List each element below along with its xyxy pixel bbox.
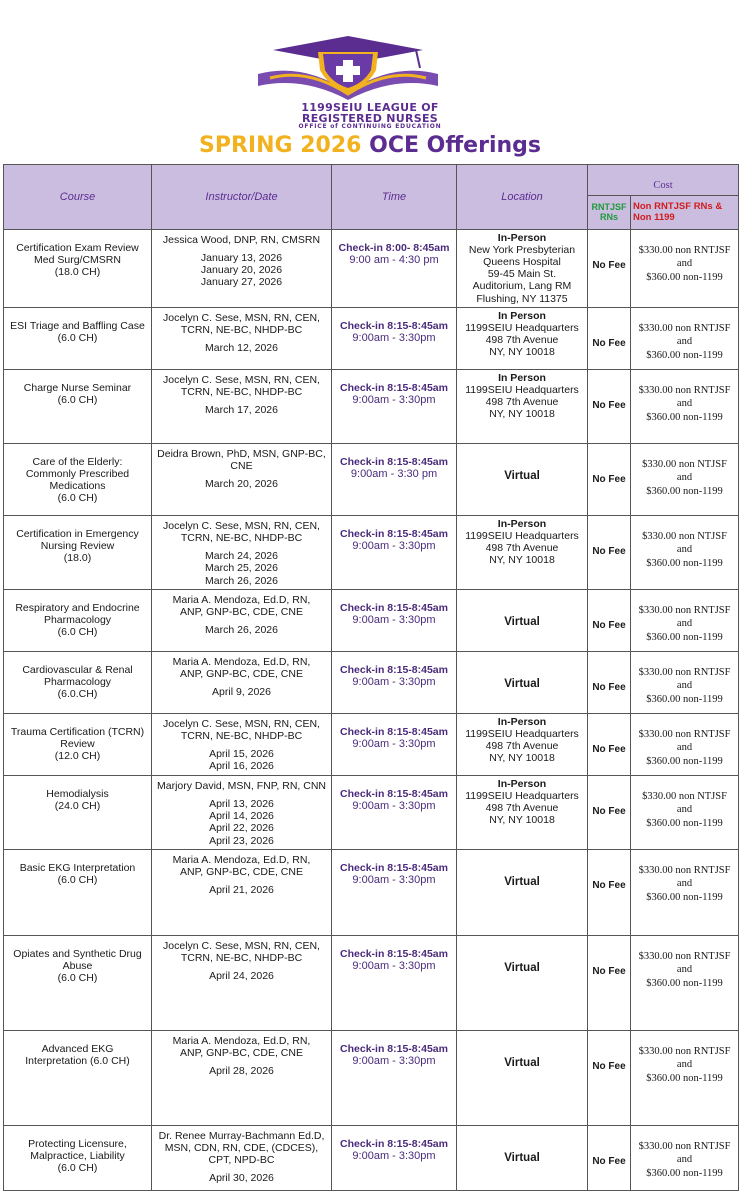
instructor-line: Jocelyn C. Sese, MSN, RN, CEN,	[163, 373, 320, 386]
instructor-line: CPT, NPD-BC	[208, 1154, 275, 1167]
rntjsf-fee-cell	[588, 775, 631, 849]
checkin-text: Check-in 8:15-8:45am	[340, 725, 448, 738]
rntjsf-fee-cell	[588, 443, 631, 515]
course-cell	[4, 369, 152, 443]
dates-line: March 24, 2026	[205, 550, 278, 563]
dates-line: January 20, 2026	[200, 263, 283, 276]
instructor-cell	[152, 307, 332, 369]
time-cell	[332, 775, 457, 849]
rntjsf-fee-cell	[588, 651, 631, 713]
rntjsf-fee-cell	[588, 229, 631, 307]
dates-line: April 15, 2026	[209, 748, 274, 761]
time-cell	[332, 443, 457, 515]
header-time: Time	[332, 165, 457, 230]
session-time: 9:00am - 3:30pm	[352, 675, 436, 688]
location-line: 1199SEIU Headquarters	[465, 321, 579, 334]
dates-line: March 26, 2026	[205, 624, 278, 637]
checkin-text: Check-in 8:15-8:45am	[340, 663, 448, 676]
course-line: Interpretation (6.0 CH)	[25, 1054, 130, 1067]
course-line: Pharmacology	[43, 675, 112, 688]
cost-line: $330.00 non NTJSF	[642, 790, 727, 802]
location-type: In Person	[498, 309, 546, 322]
rntjsf-fee-cell	[588, 307, 631, 369]
table-row	[4, 443, 739, 515]
course-line: (6.0 CH)	[57, 1162, 98, 1175]
graduation-cap-shield-icon	[248, 34, 448, 102]
course-line: Care of the Elderly:	[32, 455, 123, 468]
location-cell	[457, 515, 588, 589]
fee-text: No Fee	[592, 879, 626, 891]
time-cell	[332, 369, 457, 443]
location-type: Virtual	[504, 469, 540, 482]
fee-text: No Fee	[592, 337, 626, 349]
checkin-text: Check-in 8:15-8:45am	[340, 787, 448, 800]
instructor-cell	[152, 229, 332, 307]
instructor-cell	[152, 849, 332, 935]
instructor-line: Jocelyn C. Sese, MSN, RN, CEN,	[163, 519, 320, 532]
course-line: (24.0 CH)	[54, 799, 101, 812]
time-cell	[332, 849, 457, 935]
table-row	[4, 775, 739, 849]
dates-line: April 13, 2026	[209, 797, 274, 810]
time-cell	[332, 1030, 457, 1125]
location-type: In-Person	[497, 715, 547, 728]
fee-text: No Fee	[592, 473, 626, 485]
course-line: (6.0 CH)	[57, 331, 98, 344]
title-season: SPRING 2026	[198, 133, 362, 158]
non-member-cost-cell	[631, 651, 739, 713]
location-line: 498 7th Avenue	[485, 334, 559, 347]
location-cell	[457, 935, 588, 1030]
non-member-cost-cell	[631, 229, 739, 307]
cost-line: and	[676, 618, 693, 630]
instructor-line: ANP, GNP-BC, CDE, CNE	[180, 605, 303, 618]
non-member-cost-cell	[631, 775, 739, 849]
location-line: 498 7th Avenue	[485, 542, 559, 555]
session-time: 9:00am - 3:30pm	[352, 737, 436, 750]
org-name-line1: 1199SEIU LEAGUE OF	[301, 101, 439, 114]
org-subtitle: OFFICE of CONTINUING EDUCATION	[298, 123, 442, 130]
location-cell	[457, 713, 588, 775]
location-cell	[457, 307, 588, 369]
header-course: Course	[4, 165, 152, 230]
title-main: OCE Offerings	[369, 133, 541, 158]
location-cell	[457, 589, 588, 651]
instructor-line: Jocelyn C. Sese, MSN, RN, CEN,	[163, 717, 320, 730]
cost-line: and	[676, 398, 693, 410]
dates-line: April 23, 2026	[209, 834, 274, 847]
instructor-line: MSN, CDN, RN, CDE, (CDCES),	[164, 1141, 319, 1154]
course-cell	[4, 1125, 152, 1190]
session-time: 9:00am - 3:30pm	[352, 393, 436, 406]
checkin-text: Check-in 8:15-8:45am	[340, 455, 448, 468]
cost-line: $330.00 non RNTJSF	[638, 384, 731, 396]
session-time: 9:00am - 3:30pm	[352, 331, 436, 344]
cost-line: $360.00 non-1199	[646, 411, 723, 423]
location-line: Auditorium, Lang RM	[472, 280, 572, 293]
fee-text: No Fee	[592, 1060, 626, 1072]
dates-line: March 25, 2026	[205, 562, 278, 575]
course-line: Advanced EKG	[41, 1042, 114, 1055]
location-type: In-Person	[497, 777, 547, 790]
course-line: Protecting Licensure,	[28, 1137, 127, 1150]
course-line: (6.0 CH)	[57, 492, 98, 505]
cost-line: $330.00 non RNTJSF	[638, 950, 731, 962]
cost-line: and	[676, 1154, 693, 1166]
fee-text: No Fee	[592, 1155, 626, 1167]
cost-line: and	[676, 964, 693, 976]
instructor-line: Maria A. Mendoza, Ed.D, RN,	[172, 853, 311, 866]
non-member-cost-cell	[631, 443, 739, 515]
time-cell	[332, 307, 457, 369]
dates-line: January 13, 2026	[200, 251, 283, 264]
course-cell	[4, 229, 152, 307]
location-line: NY, NY 10018	[489, 814, 555, 827]
cost-line: and	[676, 804, 693, 816]
instructor-line: TCRN, NE-BC, NHDP-BC	[180, 385, 303, 398]
instructor-cell	[152, 515, 332, 589]
cost-line: $330.00 non RNTJSF	[638, 864, 731, 876]
cost-line: $360.00 non-1199	[646, 631, 723, 643]
course-line: Abuse	[62, 959, 93, 972]
location-line: 59-45 Main St.	[487, 268, 557, 281]
course-cell	[4, 713, 152, 775]
cost-line: $330.00 non NTJSF	[642, 458, 727, 470]
table-row	[4, 589, 739, 651]
course-line: Commonly Prescribed	[25, 467, 130, 480]
table-row	[4, 713, 739, 775]
course-line: (12.0 CH)	[54, 750, 101, 763]
location-cell	[457, 369, 588, 443]
dates-line: March 12, 2026	[205, 342, 278, 355]
cost-line: and	[676, 1059, 693, 1071]
location-type: In-Person	[497, 231, 547, 244]
course-line: Trauma Certification (TCRN)	[10, 725, 145, 738]
session-time: 9:00am - 3:30pm	[352, 1054, 436, 1067]
instructor-line: Maria A. Mendoza, Ed.D, RN,	[172, 655, 311, 668]
dates-line: April 30, 2026	[209, 1172, 274, 1185]
course-line: (6.0 CH)	[57, 873, 98, 886]
time-cell	[332, 713, 457, 775]
course-line: Certification Exam Review	[16, 241, 139, 254]
cost-line: $360.00 non-1199	[646, 271, 723, 283]
cost-line: $330.00 non RNTJSF	[638, 322, 731, 334]
location-cell	[457, 849, 588, 935]
page-title	[0, 133, 740, 158]
table-row	[4, 515, 739, 589]
non-member-cost-cell	[631, 515, 739, 589]
location-cell	[457, 443, 588, 515]
time-cell	[332, 229, 457, 307]
course-line: (18.0)	[63, 552, 92, 565]
instructor-line: Deidra Brown, PhD, MSN, GNP-BC,	[157, 447, 326, 460]
instructor-line: ANP, GNP-BC, CDE, CNE	[180, 865, 303, 878]
cost-line: $330.00 non RNTJSF	[638, 1045, 731, 1057]
dates-line: April 9, 2026	[212, 686, 271, 699]
instructor-cell	[152, 775, 332, 849]
cost-line: $360.00 non-1199	[646, 485, 723, 497]
instructor-line: ANP, GNP-BC, CDE, CNE	[180, 667, 303, 680]
location-line: 1199SEIU Headquarters	[465, 727, 579, 740]
instructor-line: TCRN, NE-BC, NHDP-BC	[180, 323, 303, 336]
non-member-cost-cell	[631, 849, 739, 935]
location-line: NY, NY 10018	[489, 554, 555, 567]
location-line: NY, NY 10018	[489, 346, 555, 359]
dates-line: March 20, 2026	[205, 478, 278, 491]
page-header	[0, 0, 740, 165]
session-time: 9:00am - 3:30 pm	[350, 467, 438, 480]
location-cell	[457, 775, 588, 849]
cost-line: and	[676, 472, 693, 484]
dates-line: April 14, 2026	[209, 810, 274, 823]
checkin-text: Check-in 8:15-8:45am	[340, 1137, 448, 1150]
instructor-line: Jocelyn C. Sese, MSN, RN, CEN,	[163, 939, 320, 952]
course-line: Review	[60, 737, 95, 750]
session-time: 9:00am - 3:30pm	[352, 539, 436, 552]
instructor-cell	[152, 1030, 332, 1125]
session-time: 9:00am - 3:30pm	[352, 873, 436, 886]
cost-line: $360.00 non-1199	[646, 557, 723, 569]
instructor-line: Maria A. Mendoza, Ed.D, RN,	[172, 1034, 311, 1047]
rntjsf-fee-cell	[588, 589, 631, 651]
time-cell	[332, 1125, 457, 1190]
session-time: 9:00am - 3:30pm	[352, 1149, 436, 1162]
course-line: Charge Nurse Seminar	[23, 381, 132, 394]
table-row	[4, 369, 739, 443]
checkin-text: Check-in 8:00- 8:45am	[338, 241, 450, 254]
course-line: (6.0 CH)	[57, 972, 98, 985]
instructor-line: TCRN, NE-BC, NHDP-BC	[180, 531, 303, 544]
table-row	[4, 1125, 739, 1190]
location-type: Virtual	[504, 615, 540, 628]
checkin-text: Check-in 8:15-8:45am	[340, 861, 448, 874]
checkin-text: Check-in 8:15-8:45am	[340, 319, 448, 332]
location-type: Virtual	[504, 961, 540, 974]
fee-text: No Fee	[592, 805, 626, 817]
time-cell	[332, 651, 457, 713]
location-type: In Person	[498, 371, 546, 384]
course-line: ESI Triage and Baffling Case	[10, 319, 145, 332]
rntjsf-fee-cell	[588, 713, 631, 775]
instructor-cell	[152, 1125, 332, 1190]
fee-text: No Fee	[592, 619, 626, 631]
course-cell	[4, 515, 152, 589]
location-line: Flushing, NY 11375	[476, 292, 568, 305]
dates-line: April 16, 2026	[209, 760, 274, 773]
non-member-cost-cell	[631, 1030, 739, 1125]
cost-line: and	[676, 336, 693, 348]
cost-line: and	[676, 680, 693, 692]
cost-line: $330.00 non RNTJSF	[638, 244, 731, 256]
cost-line: and	[676, 544, 693, 556]
course-line: Malpractice, Liability	[30, 1149, 125, 1162]
instructor-line: Jessica Wood, DNP, RN, CMSRN	[162, 233, 321, 246]
course-line: (6.0.CH)	[57, 688, 98, 701]
course-line: (6.0 CH)	[57, 626, 98, 639]
session-time: 9:00am - 3:30pm	[352, 613, 436, 626]
dates-line: January 27, 2026	[200, 276, 283, 289]
instructor-line: TCRN, NE-BC, NHDP-BC	[180, 729, 303, 742]
table-row	[4, 935, 739, 1030]
cost-line: $330.00 non RNTJSF	[638, 1140, 731, 1152]
instructor-line: Maria A. Mendoza, Ed.D, RN,	[172, 593, 311, 606]
course-line: Basic EKG Interpretation	[19, 861, 136, 874]
checkin-text: Check-in 8:15-8:45am	[340, 1042, 448, 1055]
cost-line: $360.00 non-1199	[646, 891, 723, 903]
location-type: In-Person	[497, 517, 547, 530]
location-line: Queens Hospital	[483, 255, 561, 268]
course-line: Pharmacology	[43, 613, 112, 626]
location-type: Virtual	[504, 1151, 540, 1164]
rntjsf-fee-cell	[588, 849, 631, 935]
non-member-cost-cell	[631, 935, 739, 1030]
course-cell	[4, 849, 152, 935]
instructor-cell	[152, 589, 332, 651]
instructor-line: TCRN, NE-BC, NHDP-BC	[180, 951, 303, 964]
cost-line: $330.00 non RNTJSF	[638, 728, 731, 740]
dates-line: April 21, 2026	[209, 884, 274, 897]
location-line: New York Presbyterian	[468, 243, 576, 256]
time-cell	[332, 935, 457, 1030]
time-cell	[332, 515, 457, 589]
location-line: 498 7th Avenue	[485, 396, 559, 409]
course-line: Med Surg/CMSRN	[34, 253, 121, 266]
session-time: 9:00am - 3:30pm	[352, 959, 436, 972]
header-cost-non: Non RNTJSF RNs & Non 1199	[631, 195, 739, 229]
fee-text: No Fee	[592, 965, 626, 977]
rntjsf-fee-cell	[588, 1030, 631, 1125]
course-line: Certification in Emergency	[16, 527, 139, 540]
table-row	[4, 1030, 739, 1125]
checkin-text: Check-in 8:15-8:45am	[340, 947, 448, 960]
cost-line: $330.00 non NTJSF	[642, 530, 727, 542]
table-row	[4, 229, 739, 307]
fee-text: No Fee	[592, 545, 626, 557]
checkin-text: Check-in 8:15-8:45am	[340, 381, 448, 394]
rntjsf-fee-cell	[588, 935, 631, 1030]
location-cell	[457, 651, 588, 713]
checkin-text: Check-in 8:15-8:45am	[340, 527, 448, 540]
instructor-line: Marjory David, MSN, FNP, RN, CNN	[157, 779, 326, 792]
course-line: (6.0 CH)	[57, 393, 98, 406]
instructor-cell	[152, 651, 332, 713]
instructor-cell	[152, 713, 332, 775]
dates-line: April 22, 2026	[209, 822, 274, 835]
course-cell	[4, 775, 152, 849]
location-line: 498 7th Avenue	[485, 802, 559, 815]
rntjsf-fee-cell	[588, 369, 631, 443]
instructor-cell	[152, 935, 332, 1030]
dates-line: March 26, 2026	[205, 574, 278, 587]
instructor-cell	[152, 443, 332, 515]
instructor-line: CNE	[230, 459, 253, 472]
location-cell	[457, 1030, 588, 1125]
instructor-cell	[152, 369, 332, 443]
cost-line: and	[676, 878, 693, 890]
non-member-cost-cell	[631, 369, 739, 443]
course-cell	[4, 589, 152, 651]
cost-line: $360.00 non-1199	[646, 755, 723, 767]
course-cell	[4, 651, 152, 713]
fee-text: No Fee	[592, 399, 626, 411]
non-member-cost-cell	[631, 713, 739, 775]
instructor-line: Jocelyn C. Sese, MSN, RN, CEN,	[163, 311, 320, 324]
location-line: 1199SEIU Headquarters	[465, 789, 579, 802]
location-line: 498 7th Avenue	[485, 740, 559, 753]
course-line: Nursing Review	[40, 539, 115, 552]
course-cell	[4, 935, 152, 1030]
dates-line: March 17, 2026	[205, 404, 278, 417]
rntjsf-fee-cell	[588, 1125, 631, 1190]
location-line: 1199SEIU Headquarters	[465, 529, 579, 542]
header-cost-rntjsf: RNTJSF RNs	[588, 195, 631, 229]
cost-line: $330.00 non RNTJSF	[638, 604, 731, 616]
location-type: Virtual	[504, 875, 540, 888]
table-row	[4, 651, 739, 713]
course-line: Medications	[49, 480, 106, 493]
non-member-cost-cell	[631, 589, 739, 651]
rntjsf-fee-cell	[588, 515, 631, 589]
header-location: Location	[457, 165, 588, 230]
location-line: NY, NY 10018	[489, 752, 555, 765]
cost-line: $360.00 non-1199	[646, 817, 723, 829]
cost-line: $360.00 non-1199	[646, 1167, 723, 1179]
course-line: Respiratory and Endocrine	[15, 601, 140, 614]
course-line: Cardiovascular & Renal	[22, 663, 133, 676]
location-line: NY, NY 10018	[489, 408, 555, 421]
fee-text: No Fee	[592, 259, 626, 271]
checkin-text: Check-in 8:15-8:45am	[340, 601, 448, 614]
cost-line: $360.00 non-1199	[646, 349, 723, 361]
offerings-table	[3, 164, 739, 1191]
cost-line: and	[676, 742, 693, 754]
dates-line: April 28, 2026	[209, 1065, 274, 1078]
cost-line: $360.00 non-1199	[646, 1072, 723, 1084]
table-row	[4, 307, 739, 369]
org-name-line2: REGISTERED NURSES	[301, 112, 439, 125]
non-member-cost-cell	[631, 1125, 739, 1190]
instructor-line: Dr. Renee Murray-Bachmann Ed.D,	[158, 1129, 325, 1142]
course-line: (18.0 CH)	[54, 265, 101, 278]
instructor-line: ANP, GNP-BC, CDE, CNE	[180, 1046, 303, 1059]
course-cell	[4, 1030, 152, 1125]
non-member-cost-cell	[631, 307, 739, 369]
session-time: 9:00am - 3:30pm	[352, 799, 436, 812]
dates-line: April 24, 2026	[209, 970, 274, 983]
course-line: Hemodialysis	[46, 787, 109, 800]
header-cost: Cost	[588, 165, 739, 196]
fee-text: No Fee	[592, 743, 626, 755]
cost-line: $360.00 non-1199	[646, 977, 723, 989]
cost-line: and	[676, 258, 693, 269]
cost-line: $330.00 non RNTJSF	[638, 666, 731, 678]
course-cell	[4, 307, 152, 369]
location-type: Virtual	[504, 677, 540, 690]
table-row	[4, 849, 739, 935]
course-line: Opiates and Synthetic Drug	[13, 947, 142, 960]
header-instructor: Instructor/Date	[152, 165, 332, 230]
time-cell	[332, 589, 457, 651]
location-cell	[457, 1125, 588, 1190]
location-type: Virtual	[504, 1056, 540, 1069]
location-line: 1199SEIU Headquarters	[465, 383, 579, 396]
course-cell	[4, 443, 152, 515]
fee-text: No Fee	[592, 681, 626, 693]
location-cell	[457, 229, 588, 307]
session-time: 9:00 am - 4:30 pm	[349, 253, 439, 266]
cost-line: $360.00 non-1199	[646, 693, 723, 705]
